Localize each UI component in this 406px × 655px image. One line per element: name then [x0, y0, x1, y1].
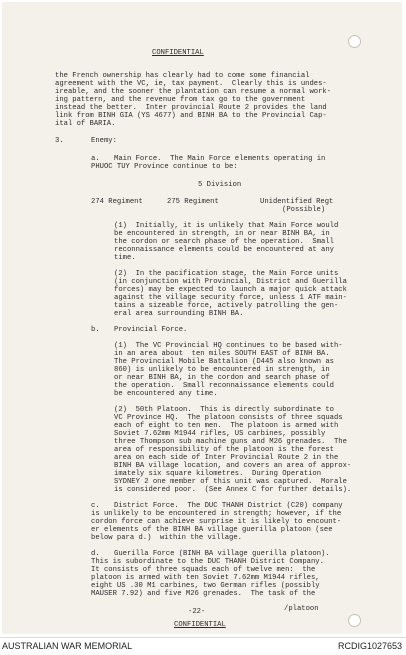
intro-line: ireable, and the sooner the plantation can resume a normal work-	[55, 88, 332, 96]
intro-line: ital of BARIA.	[55, 120, 116, 128]
archive-footer	[0, 637, 406, 655]
main-force-line: PHUOC TUY Province continue to be:	[91, 163, 238, 171]
footer-classification: CONFIDENTIAL	[174, 621, 226, 629]
text-line: three Thompson sub machine guns and M26 grenades. The	[114, 438, 347, 446]
section-title: Enemy:	[91, 137, 117, 145]
text-line: be encountered in strength, in or near BINH BA, in	[114, 230, 330, 238]
text-line: It consists of three squads each of twelve men: the	[91, 566, 316, 574]
text-line: the cordon or search phase of the operation. Small	[114, 238, 334, 246]
text-line: reconnaissance elements could be encountered at any	[114, 246, 334, 254]
text-line: VC Province HQ. The platoon consists of three squads	[114, 414, 343, 422]
text-line: Guerilla Force (BINH BA village guerilla platoon).	[114, 550, 330, 558]
text-line: platoon is armed with ten Soviet 7.62mm M1944 rifles,	[91, 574, 320, 582]
section-subtitle: Provincial Force.	[114, 326, 188, 334]
text-line: MAUSER 7.92) and five M26 grenades. The task of the	[91, 590, 316, 598]
text-line: BINH BA village location, and covers an area of approx-	[114, 462, 352, 470]
text-line: 860) is unlikely to be encountered in strength, in	[114, 366, 330, 374]
text-line: is unlikely to be encountered in strength; however, if the	[91, 510, 342, 518]
text-line: area on each side of Inter Provincial Route 2 in the	[114, 454, 339, 462]
text-line: (1) Initially, it is unlikely that Main Force would	[114, 222, 339, 230]
text-line: imately six square kilometres. During Operation	[114, 470, 322, 478]
unit-name: 274 Regiment	[91, 198, 143, 206]
text-line: time.	[114, 254, 136, 262]
page-number: -22-	[188, 608, 206, 616]
continuation-word: /platoon	[284, 605, 319, 613]
header-classification: CONFIDENTIAL	[152, 49, 204, 57]
text-line: This is subordinate to the DUC THANH District Company.	[91, 558, 324, 566]
archive-name: AUSTRALIAN WAR MEMORIAL	[2, 641, 133, 651]
division-heading: 5 Division	[198, 181, 242, 189]
intro-line: instead the better. Inter provincial Route 2 provides the land	[55, 104, 327, 112]
text-line: (in conjunction with Provincial, District and Guerilla	[114, 278, 347, 286]
intro-line: agreement with the VC, ie, tax payment. Clearly this is undes-	[55, 80, 327, 88]
unit-note: (Possible)	[282, 206, 326, 214]
unit-name: Unidentified Regt	[260, 198, 334, 206]
text-line: District Force. The DUC THANH District (C20) company	[114, 502, 343, 510]
text-line: (2) In the pacification stage, the Main Force units	[114, 270, 339, 278]
text-line: forces) may be expected to launch a major quick attack	[114, 286, 347, 294]
text-line: in an area about ten miles SOUTH EAST of BINH BA.	[114, 350, 330, 358]
text-line: or near BINH BA, in the cordon and search phase of	[114, 374, 330, 382]
text-line: The Provincial Mobile Battalion (D445 also known as	[114, 358, 334, 366]
unit-name: 275 Regiment	[167, 198, 219, 206]
text-line: cordon force can achieve surprise it is likely to encount-	[91, 518, 342, 526]
text-line: against the village security force, unless 1 ATF main-	[114, 294, 347, 302]
text-line: er elements of the BINH BA village guerilla platoon (see	[91, 526, 333, 534]
paragraph-letter: c.	[91, 502, 100, 510]
text-line: (1) The VC Provincial HQ continues to be based with-	[114, 342, 343, 350]
binder-hole-top	[348, 35, 361, 48]
document-page	[2, 2, 402, 634]
text-line: eight US .30 M1 carbines, two German rifles (possibly	[91, 582, 320, 590]
text-line: area of responsibility of the platoon is the forest	[114, 446, 334, 454]
text-line: each of eight to ten men. The platoon is armed with	[114, 422, 339, 430]
text-line: (2) 50th Platoon. This is directly subordinate to	[114, 406, 334, 414]
binder-hole-bottom	[348, 614, 361, 627]
text-line: tains a sizeable force, actively patrolling the gen-	[114, 302, 339, 310]
text-line: Soviet 7.62mm M1944 rifles, US carbines, possibly	[114, 430, 326, 438]
text-line: eral area surrounding BINH BA.	[114, 310, 244, 318]
paragraph-letter: b.	[91, 326, 100, 334]
archive-reference: RCDIG1027653	[337, 641, 402, 651]
text-line: is considered poor. (See Annex C for further details).	[114, 486, 352, 494]
main-force-line: Main Force. The Main Force elements operating in	[114, 155, 326, 163]
text-line: the operation. Small reconnaissance elements could	[114, 382, 334, 390]
text-line: be encountered any time.	[114, 390, 218, 398]
paragraph-letter: d.	[91, 550, 100, 558]
paragraph-letter: a.	[91, 155, 100, 163]
intro-line: the French ownership has clearly had to come some financial	[55, 72, 310, 80]
intro-line: link from BINH GIA (YS 4677) and BINH BA to the Provincial Cap-	[55, 112, 327, 120]
intro-line: ing pattern, and the revenue from tax go to the government	[55, 96, 306, 104]
section-number: 3.	[55, 137, 64, 145]
text-line: below para d.) within the village.	[91, 534, 242, 542]
text-line: SYDNEY 2 one member of this unit was captured. Morale	[114, 478, 347, 486]
